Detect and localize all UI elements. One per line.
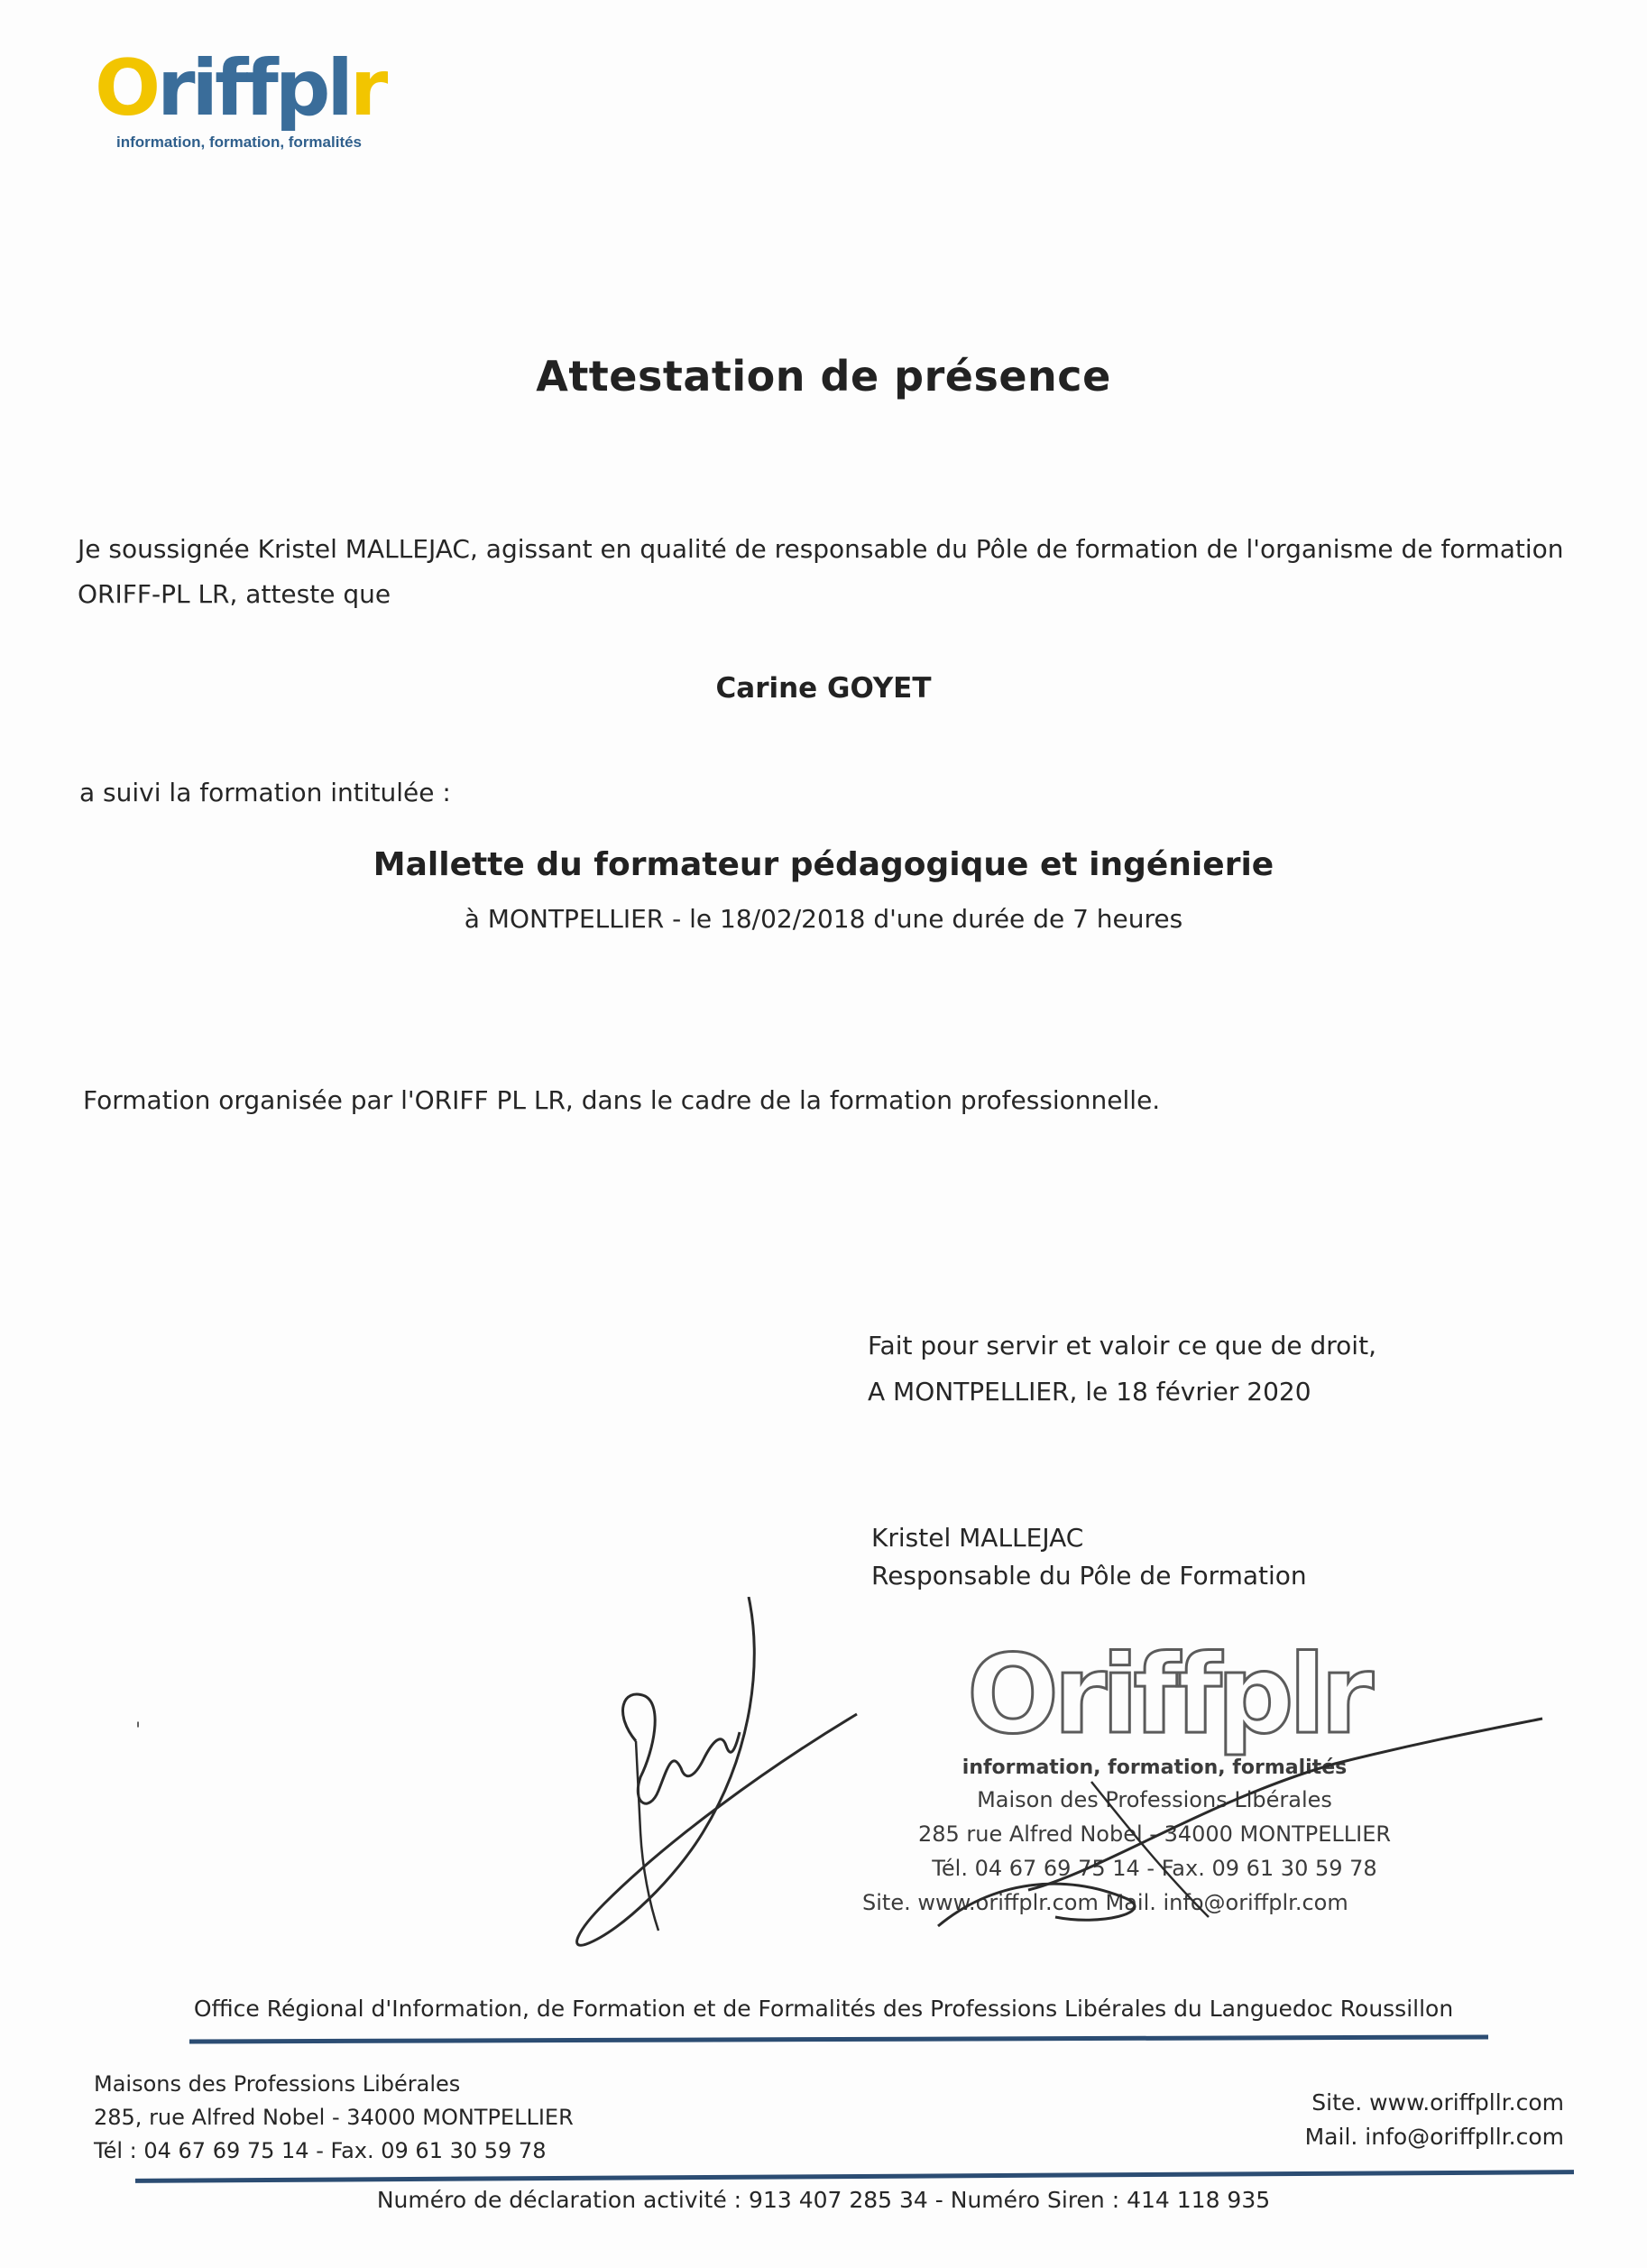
course-details: à MONTPELLIER - le 18/02/2018 d'une durée de 7 heures: [464, 904, 1183, 934]
intro-line-1: Je soussignée Kristel MALLEJAC, agissant en qualité de responsable du Pôle de formation de l'organisme de formation: [78, 534, 1564, 564]
footer-organisation: Office Régional d'Information, de Formation et de Formalités des Professions Libérales du Languedoc Roussillon: [193, 1996, 1454, 2022]
document-title: Attestation de présence: [536, 352, 1111, 401]
footer-rule-top: [189, 2034, 1488, 2043]
stamp-line-4: Site. www.oriffplr.com Mail. info@oriffplr.com: [862, 1890, 1348, 1915]
logo-letter-o: O: [95, 43, 158, 134]
participant-name: Carine GOYET: [715, 672, 932, 705]
footer-mail: Mail. info@oriffpllr.com: [1304, 2124, 1564, 2150]
footer-declaration: Numéro de déclaration activité : 913 407 285 34 - Numéro Siren : 414 118 935: [376, 2187, 1271, 2213]
logo-letters-pl: pl: [274, 43, 350, 134]
signature-strokes-over-stamp: [830, 1655, 1551, 1944]
signatory-name: Kristel MALLEJAC: [871, 1523, 1084, 1553]
handwritten-signature: [568, 1597, 866, 1958]
oriff-logo: [95, 43, 392, 161]
footer-address-2: 285, rue Alfred Nobel - 34000 MONTPELLIER: [94, 2105, 574, 2130]
closing-line-1: Fait pour servir et valoir ce que de droit,: [868, 1331, 1376, 1360]
stamp-line-1: Maison des Professions Libérales: [977, 1787, 1332, 1812]
logo-letter-r: r: [349, 43, 385, 134]
footer-rule-bottom: [135, 2170, 1574, 2183]
suivi-text: a suivi la formation intitulée :: [79, 778, 451, 807]
signatory-role: Responsable du Pôle de Formation: [871, 1561, 1307, 1590]
stamp-tagline: information, formation, formalités: [962, 1756, 1348, 1779]
footer-site: Site. www.oriffpllr.com: [1311, 2089, 1564, 2116]
course-title: Mallette du formateur pédagogique et ingénierie: [373, 846, 1274, 883]
organised-text: Formation organisée par l'ORIFF PL LR, dans le cadre de la formation professionnelle.: [83, 1085, 1161, 1115]
company-stamp: [839, 1633, 1542, 1935]
logo-tagline: information, formation, formalités: [116, 134, 363, 151]
stamp-logo: Oriffplr: [967, 1633, 1368, 1758]
closing-line-2: A MONTPELLIER, le 18 février 2020: [868, 1377, 1311, 1406]
scan-speck: ': [135, 1719, 142, 1742]
logo-letters-riff: riff: [157, 43, 275, 134]
footer-address-3: Tél : 04 67 69 75 14 - Fax. 09 61 30 59 78: [94, 2138, 547, 2163]
intro-line-2: ORIFF-PL LR, atteste que: [78, 579, 391, 609]
footer-address-1: Maisons des Professions Libérales: [94, 2071, 461, 2097]
stamp-line-3: Tél. 04 67 69 75 14 - Fax. 09 61 30 59 78: [932, 1856, 1377, 1881]
stamp-line-2: 285 rue Alfred Nobel - 34000 MONTPELLIER: [917, 1821, 1392, 1847]
logo-wordmark: [95, 43, 384, 134]
